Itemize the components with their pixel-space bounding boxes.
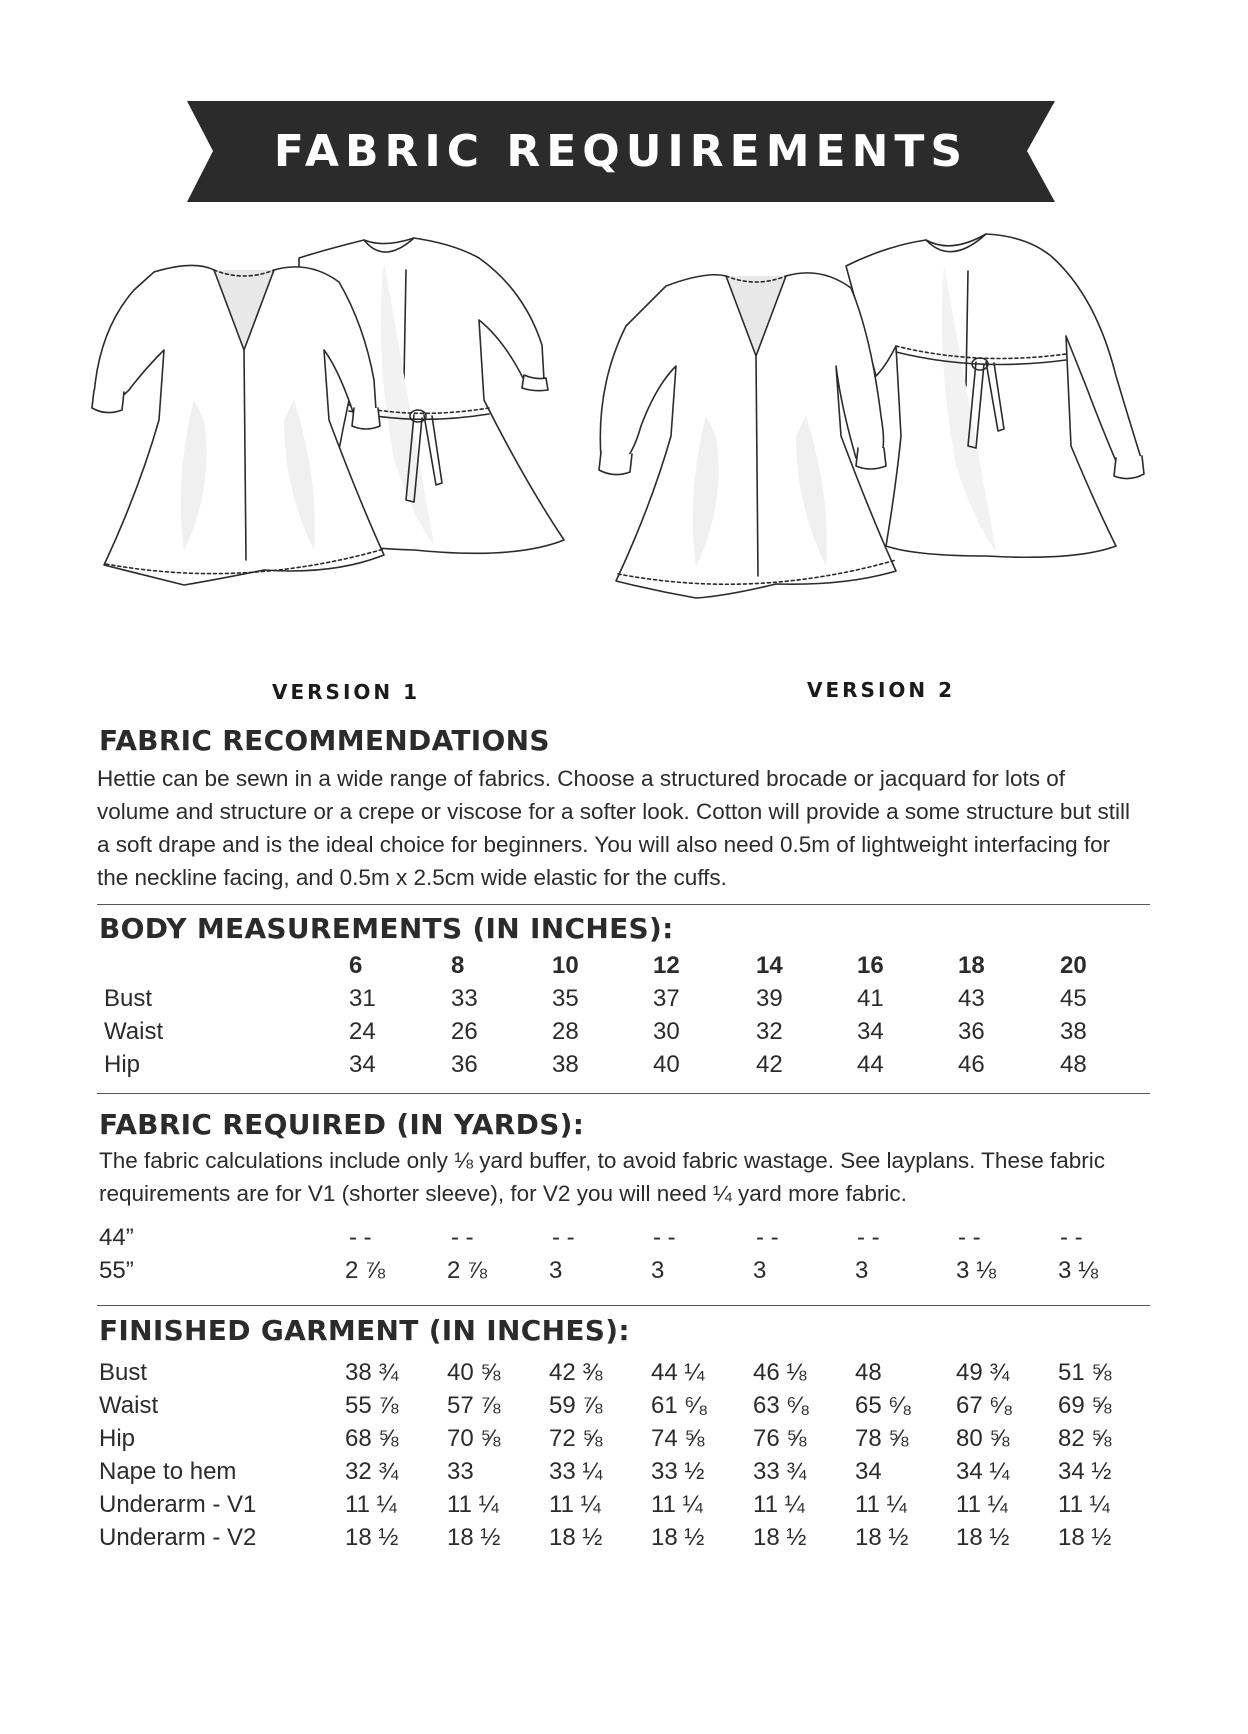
row-label: Bust bbox=[99, 1359, 148, 1386]
cell: 38 ¾ bbox=[345, 1359, 399, 1386]
cell: 11 ¼ bbox=[753, 1491, 805, 1518]
cell: 11 ¼ bbox=[345, 1491, 397, 1518]
cell: 36 bbox=[451, 1051, 478, 1078]
cell: 59 ⅞ bbox=[549, 1392, 603, 1419]
cell: 2 ⅞ bbox=[447, 1257, 488, 1284]
cell: 82 ⅝ bbox=[1058, 1425, 1112, 1452]
cell: 24 bbox=[349, 1018, 376, 1045]
cell: 3 bbox=[549, 1257, 563, 1284]
cell: - - bbox=[451, 1224, 474, 1251]
cell: 67 ⁶⁄₈ bbox=[956, 1392, 1014, 1419]
cell: 48 bbox=[1060, 1051, 1087, 1078]
cell: 3 ⅛ bbox=[1058, 1257, 1099, 1284]
row-label: 55” bbox=[99, 1257, 134, 1284]
size-6: 6 bbox=[349, 952, 363, 979]
cell: 31 bbox=[349, 985, 376, 1012]
version-2-back-view bbox=[846, 234, 1144, 557]
cell: 18 ½ bbox=[345, 1524, 399, 1551]
cell: 32 ¾ bbox=[345, 1458, 399, 1485]
cell: 42 ⅜ bbox=[549, 1359, 603, 1386]
cell: - - bbox=[857, 1224, 880, 1251]
table-row bbox=[99, 1051, 1159, 1084]
cell: 33 bbox=[447, 1458, 474, 1485]
cell: 61 ⁶⁄₈ bbox=[651, 1392, 709, 1419]
cell: 46 ⅛ bbox=[753, 1359, 807, 1386]
paragraph-line: Hettie can be sewn in a wide range of fabrics. Choose a structured brocade or jacquard for lots of bbox=[97, 766, 1066, 791]
table-row bbox=[99, 985, 1159, 1018]
cell: 34 ¼ bbox=[956, 1458, 1010, 1485]
cell: 18 ½ bbox=[447, 1524, 501, 1551]
cell: 55 ⅞ bbox=[345, 1392, 399, 1419]
cell: 33 ½ bbox=[651, 1458, 705, 1485]
cell: 34 bbox=[857, 1018, 884, 1045]
cell: 28 bbox=[552, 1018, 579, 1045]
row-label: Hip bbox=[104, 1051, 141, 1078]
table-row bbox=[99, 1425, 1159, 1458]
row-label: Waist bbox=[104, 1018, 164, 1045]
version-1-dress-illustration bbox=[84, 230, 604, 630]
size-20: 20 bbox=[1060, 952, 1087, 979]
cell: 44 bbox=[857, 1051, 884, 1078]
cell: 34 bbox=[349, 1051, 376, 1078]
size-10: 10 bbox=[552, 952, 579, 979]
divider bbox=[97, 1093, 1150, 1094]
size-14: 14 bbox=[756, 952, 783, 979]
title-banner bbox=[187, 101, 1055, 202]
cell: 49 ¾ bbox=[956, 1359, 1010, 1386]
cell: 44 ¼ bbox=[651, 1359, 705, 1386]
cell: 68 ⅝ bbox=[345, 1425, 399, 1452]
version-1-front-view bbox=[92, 265, 384, 585]
cell: 69 ⅝ bbox=[1058, 1392, 1112, 1419]
cell: 18 ½ bbox=[956, 1524, 1010, 1551]
cell: 30 bbox=[653, 1018, 680, 1045]
row-label: Underarm - V2 bbox=[99, 1524, 257, 1551]
table-row bbox=[99, 1392, 1159, 1425]
cell: 37 bbox=[653, 985, 680, 1012]
paragraph-line: volume and structure or a crepe or viscose for a softer look. Cotton will provide a some structure but still bbox=[97, 799, 1130, 824]
row-label: Nape to hem bbox=[99, 1458, 237, 1485]
table-row bbox=[99, 1224, 1159, 1257]
cell: 72 ⅝ bbox=[549, 1425, 603, 1452]
cell: - - bbox=[349, 1224, 372, 1251]
cell: 11 ¼ bbox=[855, 1491, 907, 1518]
cell: 18 ½ bbox=[1058, 1524, 1112, 1551]
row-label: Hip bbox=[99, 1425, 136, 1452]
divider bbox=[97, 904, 1150, 905]
cell: 33 ¼ bbox=[549, 1458, 603, 1485]
cell: 32 bbox=[756, 1018, 783, 1045]
table-row bbox=[99, 1018, 1159, 1051]
cell: 34 bbox=[855, 1458, 882, 1485]
cell: 63 ⁶⁄₈ bbox=[753, 1392, 811, 1419]
cell: - - bbox=[958, 1224, 981, 1251]
cell: 51 ⅝ bbox=[1058, 1359, 1112, 1386]
cell: 11 ¼ bbox=[1058, 1491, 1110, 1518]
cell: 78 ⅝ bbox=[855, 1425, 909, 1452]
cell: 40 ⅝ bbox=[447, 1359, 501, 1386]
table-row bbox=[99, 1491, 1159, 1524]
cell: 3 bbox=[651, 1257, 665, 1284]
cell: 80 ⅝ bbox=[956, 1425, 1010, 1452]
cell: 48 bbox=[855, 1359, 882, 1386]
row-label: Underarm - V1 bbox=[99, 1491, 257, 1518]
paragraph-line: requirements are for V1 (shorter sleeve), for V2 you will need ¼ yard more fabric. bbox=[99, 1181, 907, 1206]
cell: 11 ¼ bbox=[956, 1491, 1008, 1518]
cell: 38 bbox=[552, 1051, 579, 1078]
cell: 11 ¼ bbox=[651, 1491, 703, 1518]
body-measurements-heading: BODY MEASUREMENTS (IN INCHES): bbox=[99, 912, 674, 945]
fabric-required-text bbox=[99, 1144, 1159, 1210]
size-header-row bbox=[99, 952, 1159, 985]
cell: 34 ½ bbox=[1058, 1458, 1112, 1485]
cell: 57 ⅞ bbox=[447, 1392, 501, 1419]
row-label: Waist bbox=[99, 1392, 159, 1419]
table-row bbox=[99, 1524, 1159, 1557]
size-16: 16 bbox=[857, 952, 884, 979]
cell: - - bbox=[756, 1224, 779, 1251]
cell: 33 ¾ bbox=[753, 1458, 807, 1485]
cell: 26 bbox=[451, 1018, 478, 1045]
cell: 18 ½ bbox=[753, 1524, 807, 1551]
cell: 38 bbox=[1060, 1018, 1087, 1045]
cell: 2 ⅞ bbox=[345, 1257, 386, 1284]
table-row bbox=[99, 1257, 1159, 1290]
size-8: 8 bbox=[451, 952, 465, 979]
cell: 35 bbox=[552, 985, 579, 1012]
page-title: FABRIC REQUIREMENTS bbox=[273, 126, 969, 177]
cell: 11 ¼ bbox=[447, 1491, 499, 1518]
cell: - - bbox=[552, 1224, 575, 1251]
cell: 33 bbox=[451, 985, 478, 1012]
divider bbox=[97, 1305, 1150, 1306]
finished-garment-heading: FINISHED GARMENT (IN INCHES): bbox=[99, 1314, 630, 1347]
version-2-label: VERSION 2 bbox=[807, 678, 956, 702]
cell: 74 ⅝ bbox=[651, 1425, 705, 1452]
cell: 76 ⅝ bbox=[753, 1425, 807, 1452]
size-12: 12 bbox=[653, 952, 680, 979]
version-2-front-view bbox=[599, 273, 896, 598]
table-row bbox=[99, 1359, 1159, 1392]
cell: 41 bbox=[857, 985, 884, 1012]
cell: - - bbox=[653, 1224, 676, 1251]
cell: 43 bbox=[958, 985, 985, 1012]
fabric-required-heading: FABRIC REQUIRED (IN YARDS): bbox=[99, 1108, 585, 1141]
size-18: 18 bbox=[958, 952, 985, 979]
cell: 65 ⁶⁄₈ bbox=[855, 1392, 913, 1419]
fabric-recommendations-heading: FABRIC RECOMMENDATIONS bbox=[99, 724, 550, 757]
cell: 3 bbox=[855, 1257, 869, 1284]
cell: 3 bbox=[753, 1257, 767, 1284]
cell: 46 bbox=[958, 1051, 985, 1078]
row-label: 44” bbox=[99, 1224, 134, 1251]
cell: 70 ⅝ bbox=[447, 1425, 501, 1452]
cell: 36 bbox=[958, 1018, 985, 1045]
cell: 3 ⅛ bbox=[956, 1257, 997, 1284]
row-label: Bust bbox=[104, 985, 153, 1012]
cell: 18 ½ bbox=[855, 1524, 909, 1551]
fabric-recommendations-text bbox=[97, 762, 1157, 894]
cell: 11 ¼ bbox=[549, 1491, 601, 1518]
cell: 42 bbox=[756, 1051, 783, 1078]
version-2-dress-illustration bbox=[596, 226, 1186, 646]
cell: 18 ½ bbox=[651, 1524, 705, 1551]
cell: 45 bbox=[1060, 985, 1087, 1012]
paragraph-line: The fabric calculations include only ⅛ yard buffer, to avoid fabric wastage. See layplans. These fabric bbox=[99, 1148, 1105, 1173]
cell: 40 bbox=[653, 1051, 680, 1078]
table-row bbox=[99, 1458, 1159, 1491]
paragraph-line: the neckline facing, and 0.5m x 2.5cm wide elastic for the cuffs. bbox=[97, 865, 727, 890]
cell: 18 ½ bbox=[549, 1524, 603, 1551]
version-1-label: VERSION 1 bbox=[272, 680, 421, 704]
paragraph-line: a soft drape and is the ideal choice for beginners. You will also need 0.5m of lightweight interfacing for bbox=[97, 832, 1111, 857]
cell: - - bbox=[1060, 1224, 1083, 1251]
cell: 39 bbox=[756, 985, 783, 1012]
